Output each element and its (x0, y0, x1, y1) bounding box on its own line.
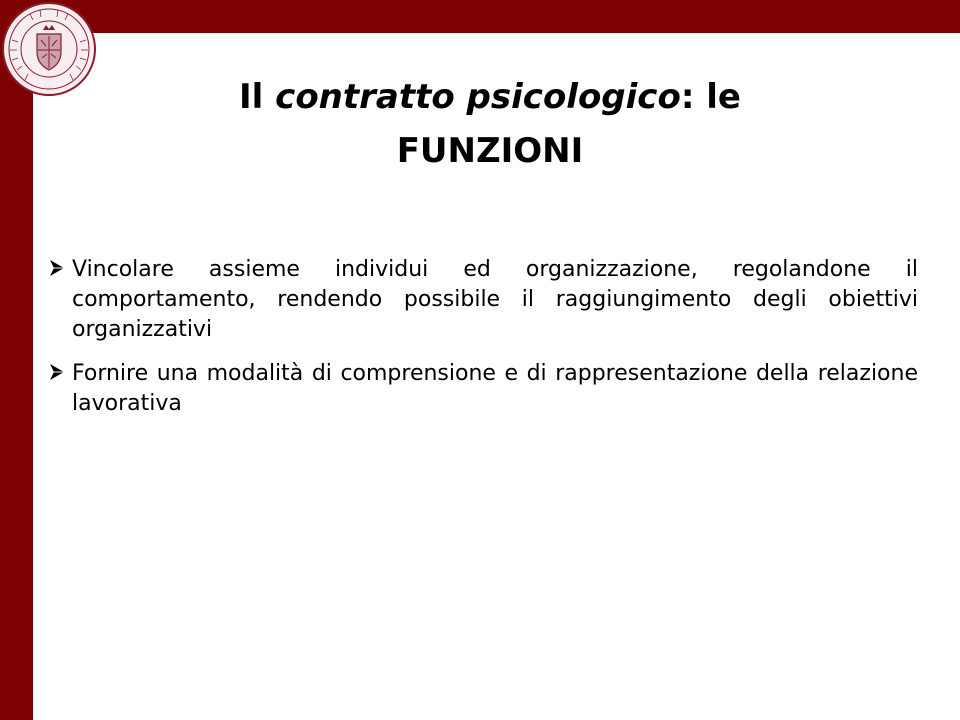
slide-title (100, 70, 880, 178)
list-item (48, 255, 918, 345)
bullet-text: Fornire una modalità di comprensione e di rappresentazione della relazione lavorativa (72, 361, 918, 416)
list-item (48, 359, 918, 419)
title-part1: Il (239, 77, 276, 117)
arrow-bullet-icon (48, 361, 66, 383)
arrow-bullet-icon (48, 257, 66, 279)
top-border-bar (0, 0, 960, 33)
bullet-text: Vincolare assieme individui ed organizzazione, regolandone il comportamento, rendendo possibile il raggiungimento degli obiettivi organizzativi (72, 257, 918, 342)
title-italic-phrase: contratto psicologico (275, 77, 681, 117)
title-part2: : le (680, 77, 741, 117)
title-line2: FUNZIONI (396, 131, 584, 171)
left-border-bar (0, 0, 33, 720)
university-seal-icon (0, 0, 98, 98)
bullet-list (48, 255, 918, 433)
